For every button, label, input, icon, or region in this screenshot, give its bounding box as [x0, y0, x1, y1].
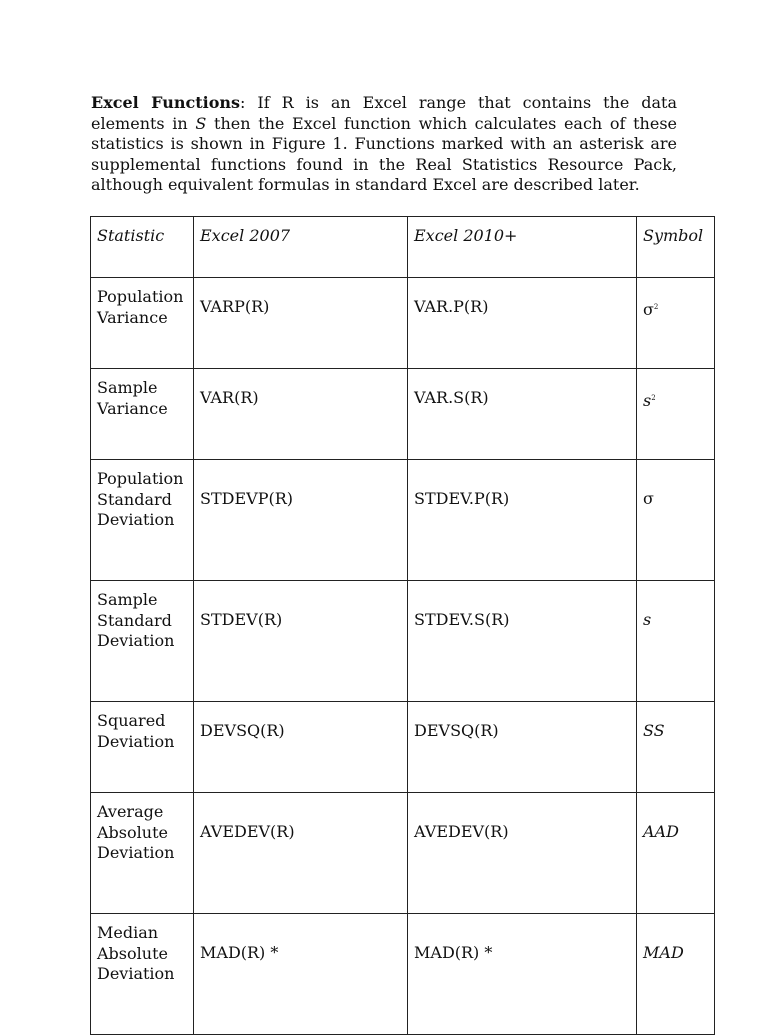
excel-2007-cell: STDEV(R) — [194, 581, 408, 702]
intro-lead: Excel Functions — [91, 93, 241, 112]
statistic-cell — [91, 914, 194, 1035]
header-excel-2007: Excel 2007 — [194, 217, 408, 278]
table-header-row — [91, 217, 715, 278]
header-symbol: Symbol — [637, 217, 715, 278]
statistic-cell — [91, 702, 194, 793]
excel-2007-cell: MAD(R) * — [194, 914, 408, 1035]
statistic-line: Variance — [97, 398, 168, 418]
excel-2007-cell: VAR(R) — [194, 369, 408, 460]
symbol-text: AAD — [643, 822, 679, 841]
intro-paragraph — [91, 93, 677, 196]
table-row — [91, 278, 715, 369]
symbol-text: SS — [643, 721, 665, 740]
excel-2007-cell: AVEDEV(R) — [194, 793, 408, 914]
symbol-text: MAD — [643, 943, 684, 962]
table-row — [91, 702, 715, 793]
symbol-cell — [637, 460, 715, 581]
symbol-superscript: 2 — [653, 303, 659, 311]
statistic-line: Population — [97, 287, 184, 306]
statistic-line: Median — [97, 923, 159, 942]
symbol-cell — [637, 581, 715, 702]
statistic-line: Sample — [97, 590, 158, 609]
statistic-line: Absolute — [97, 822, 168, 842]
table-row — [91, 581, 715, 702]
statistics-table — [90, 216, 715, 1035]
statistic-line: Standard — [97, 489, 172, 509]
symbol-text: s — [643, 391, 652, 410]
statistic-cell — [91, 460, 194, 581]
intro-text-a: : If R is an Excel range that contains the data elements in — [91, 93, 678, 133]
table-row — [91, 793, 715, 914]
excel-2007-cell: VARP(R) — [194, 278, 408, 369]
symbol-superscript: 2 — [651, 394, 656, 402]
symbol-text: σ — [643, 300, 654, 319]
excel-2010-cell: VAR.P(R) — [408, 278, 637, 369]
statistic-line: Deviation — [97, 964, 175, 983]
intro-text-b: then the Excel function which calculates each of these statistics is shown in Figure 1. Functions marked with an asterisk are supplemental functions found in the Real Statistics Resource Pack, although equivalent formulas in standard Excel are described later. — [91, 113, 678, 194]
excel-2010-cell: DEVSQ(R) — [408, 702, 637, 793]
statistic-cell — [91, 793, 194, 914]
symbol-cell — [637, 793, 715, 914]
statistic-line: Population — [97, 469, 184, 488]
statistic-cell — [91, 581, 194, 702]
statistic-line: Absolute — [97, 943, 168, 963]
statistic-line: Standard — [97, 610, 172, 630]
statistic-line: Deviation — [97, 510, 175, 529]
statistic-line: Sample — [97, 378, 158, 397]
statistic-line: Deviation — [97, 843, 175, 862]
header-excel-2010: Excel 2010+ — [408, 217, 637, 278]
symbol-cell — [637, 278, 715, 369]
statistic-cell — [91, 369, 194, 460]
statistic-line: Deviation — [97, 731, 175, 751]
symbol-cell — [637, 914, 715, 1035]
excel-2010-cell: STDEV.P(R) — [408, 460, 637, 581]
statistic-cell — [91, 278, 194, 369]
symbol-text: s — [643, 610, 652, 629]
excel-2007-cell: DEVSQ(R) — [194, 702, 408, 793]
excel-2010-cell: MAD(R) * — [408, 914, 637, 1035]
excel-2010-cell: STDEV.S(R) — [408, 581, 637, 702]
table-row — [91, 460, 715, 581]
statistic-line: Squared — [97, 711, 166, 730]
statistic-line: Variance — [97, 307, 168, 327]
symbol-cell — [637, 369, 715, 460]
statistic-line: Average — [97, 802, 164, 821]
excel-2010-cell: VAR.S(R) — [408, 369, 637, 460]
symbol-cell — [637, 702, 715, 793]
table-row — [91, 914, 715, 1035]
table-row — [91, 369, 715, 460]
statistic-line: Deviation — [97, 631, 175, 650]
excel-2010-cell: AVEDEV(R) — [408, 793, 637, 914]
symbol-text: σ — [643, 489, 654, 508]
excel-2007-cell: STDEVP(R) — [194, 460, 408, 581]
intro-var-s: S — [195, 113, 207, 133]
header-statistic: Statistic — [91, 217, 194, 278]
